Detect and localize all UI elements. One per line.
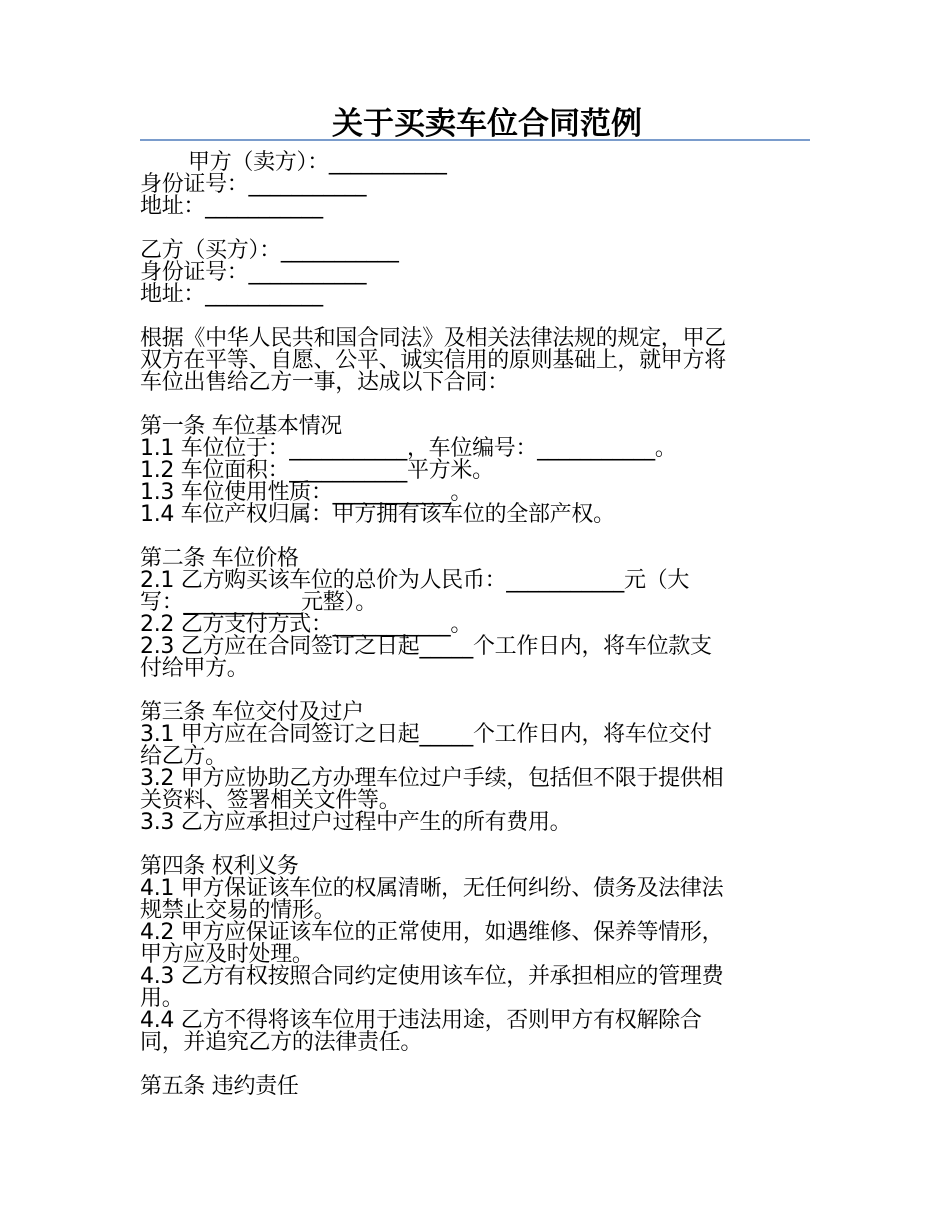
spacer: [140, 834, 810, 856]
clause-2-3-cont: 付给甲方。: [140, 656, 249, 681]
seller-address-line: 地址：___________: [140, 194, 323, 219]
clause-2-1: 2.1 乙方购买该车位的总价为人民币：___________元（大: [140, 568, 690, 593]
article-2-heading: 第二条 车位价格: [140, 546, 299, 571]
clause-2-1-cont: 写：___________元整）。: [140, 590, 377, 615]
clause-2-2: 2.2 乙方支付方式：___________。: [140, 612, 473, 637]
clause-4-3: 4.3 乙方有权按照合同约定使用该车位，并承担相应的管理费: [140, 964, 724, 989]
buyer-name-line: 乙方（买方）：___________: [140, 238, 399, 263]
clause-4-4-cont: 同，并追究乙方的法律责任。: [140, 1030, 423, 1055]
clause-1-1: 1.1 车位位于：___________，车位编号：___________。: [140, 436, 677, 461]
document-body: [140, 152, 810, 1098]
spacer: [140, 680, 810, 702]
preamble-line: 根据《中华人民共和国合同法》及相关法律法规的规定，甲乙: [140, 326, 726, 351]
clause-2-3: 2.3 乙方应在合同签订之日起_____个工作日内，将车位款支: [140, 634, 712, 659]
clause-3-1: 3.1 甲方应在合同签订之日起_____个工作日内，将车位交付: [140, 722, 712, 747]
article-5-heading: 第五条 违约责任: [140, 1074, 299, 1099]
clause-3-2: 3.2 甲方应协助乙方办理车位过户手续，包括但不限于提供相: [140, 766, 724, 791]
clause-3-1-cont: 给乙方。: [140, 744, 227, 769]
clause-4-1-cont: 规禁止交易的情形。: [140, 898, 336, 923]
buyer-address-line: 地址：___________: [140, 282, 323, 307]
clause-4-1: 4.1 甲方保证该车位的权属清晰，无任何纠纷、债务及法律法: [140, 876, 724, 901]
clause-4-2: 4.2 甲方应保证该车位的正常使用，如遇维修、保养等情形，: [140, 920, 724, 945]
spacer: [140, 394, 810, 416]
spacer: [140, 1054, 810, 1076]
document-title: 关于买卖车位合同范例: [332, 106, 642, 142]
preamble-line: 双方在平等、自愿、公平、诚实信用的原则基础上，就甲方将: [140, 348, 726, 373]
clause-3-2-cont: 关资料、签署相关文件等。: [140, 788, 401, 813]
spacer: [140, 526, 810, 548]
title-underline: [140, 139, 810, 141]
preamble-line: 车位出售给乙方一事，达成以下合同：: [140, 370, 509, 395]
clause-3-3: 3.3 乙方应承担过户过程中产生的所有费用。: [140, 810, 572, 835]
article-4-heading: 第四条 权利义务: [140, 854, 299, 879]
clause-1-2: 1.2 车位面积：___________平方米。: [140, 458, 494, 483]
article-3-heading: 第三条 车位交付及过户: [140, 700, 364, 725]
spacer: [140, 306, 810, 328]
clause-1-3: 1.3 车位使用性质：___________。: [140, 480, 473, 505]
clause-1-4: 1.4 车位产权归属：甲方拥有该车位的全部产权。: [140, 502, 615, 527]
seller-name-line: 甲方（卖方）：___________: [188, 150, 447, 175]
seller-id-line: 身份证号：___________: [140, 172, 367, 197]
clause-4-3-cont: 用。: [140, 986, 184, 1011]
clause-4-4: 4.4 乙方不得将该车位用于违法用途，否则甲方有权解除合: [140, 1008, 702, 1033]
buyer-id-line: 身份证号：___________: [140, 260, 367, 285]
spacer: [140, 218, 810, 240]
article-1-heading: 第一条 车位基本情况: [140, 414, 342, 439]
clause-4-2-cont: 甲方应及时处理。: [140, 942, 314, 967]
